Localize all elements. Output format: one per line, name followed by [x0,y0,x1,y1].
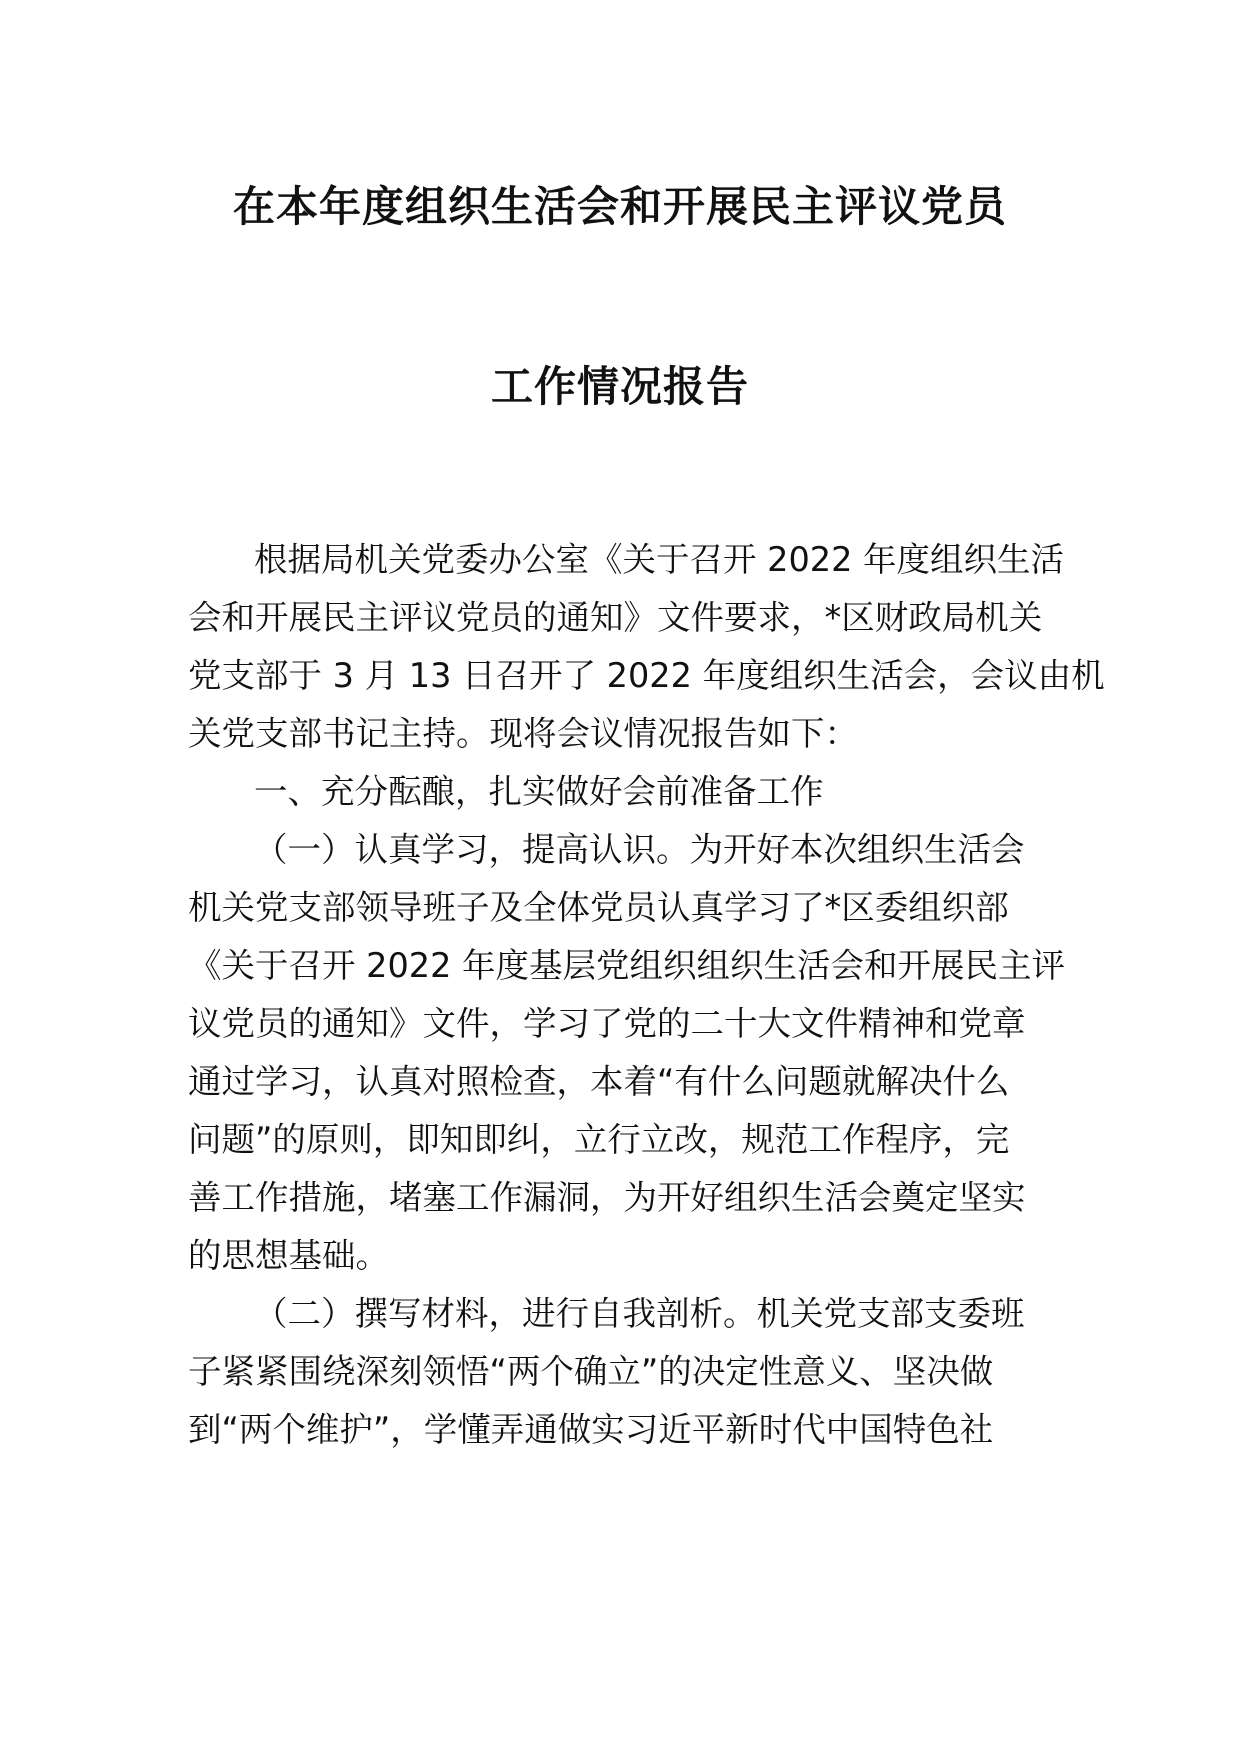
body-line-15: 子紧紧围绕深刻领悟“两个确立”的决定性意义、坚决做 [188,1352,994,1391]
document-title-line-2: 工作情况报告 [490,362,749,411]
body-line-12: 善工作措施，堵塞工作漏洞，为开好组织生活会奠定坚实 [188,1178,1026,1217]
body-line-10: 通过学习，认真对照检查，本着“有什么问题就解决什么 [188,1062,1010,1101]
body-line-13: 的思想基础。 [188,1236,389,1275]
body-line-11: 问题”的原则，即知即纠，立行立改，规范工作程序，完 [188,1120,1010,1159]
body-line-1: 根据局机关党委办公室《关于召开 2022 年度组织生活 [254,540,1065,579]
body-line-3: 党支部于 3 月 13 日召开了 2022 年度组织生活会，会议由机 [188,656,1105,695]
body-line-8: 《关于召开 2022 年度基层党组织组织生活会和开展民主评 [188,946,1066,985]
body-line-4: 关党支部书记主持。现将会议情况报告如下： [188,714,858,753]
body-line-7: 机关党支部领导班子及全体党员认真学习了*区委组织部 [188,888,1009,927]
document-title-line-1: 在本年度组织生活会和开展民主评议党员 [232,182,1007,231]
body-line-2: 会和开展民主评议党员的通知》文件要求，*区财政局机关 [188,598,1043,637]
body-line-9: 议党员的通知》文件，学习了党的二十大文件精神和党章 [188,1004,1026,1043]
body-line-14: （二）撰写材料，进行自我剖析。机关党支部支委班 [254,1294,1025,1333]
section-heading-1: 一、充分酝酿，扎实做好会前准备工作 [254,772,824,811]
body-line-16: 到“两个维护”，学懂弄通做实习近平新时代中国特色社 [188,1410,994,1449]
body-line-6: （一）认真学习，提高认识。为开好本次组织生活会 [254,830,1025,869]
